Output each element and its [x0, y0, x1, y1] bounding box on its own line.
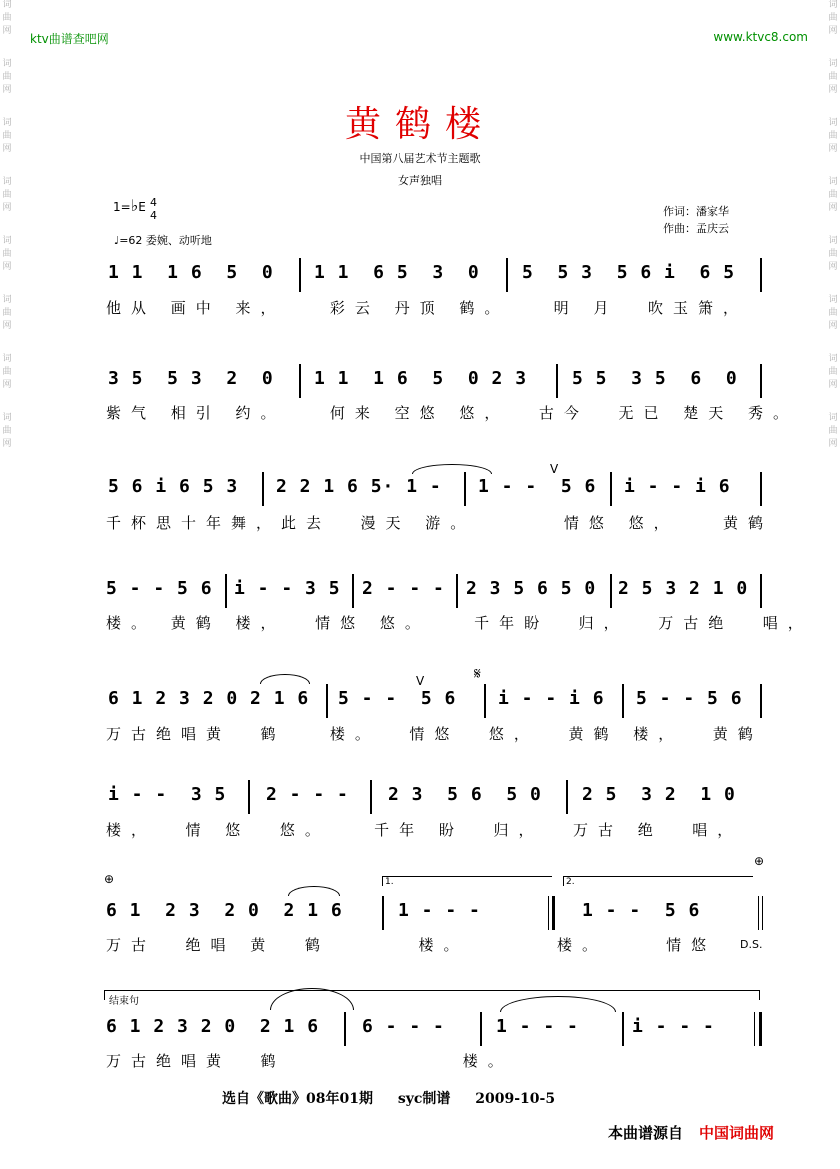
bar-line [506, 258, 508, 292]
watermark-glyph: 网 [828, 144, 838, 154]
bar-line [760, 472, 762, 506]
measure-notes: i - - - [632, 1016, 715, 1037]
source-site-link[interactable]: 中国词曲网 [699, 1124, 775, 1142]
bar-line [754, 1012, 755, 1046]
key-signature [113, 196, 146, 215]
staff-row-7 [100, 896, 770, 936]
measure-notes: i - - 3 5 [234, 578, 341, 599]
watermark-glyph: 词 [2, 413, 12, 423]
watermark-glyph: 网 [2, 203, 12, 213]
watermark-glyph: 词 [828, 295, 838, 305]
measure-notes: 1 1 6 5 3 0 [314, 262, 480, 283]
watermark-glyph: 网 [828, 26, 838, 36]
segno-icon: 𝄋 [474, 664, 481, 683]
bar-line [299, 364, 301, 398]
watermark-glyph: 曲 [2, 367, 12, 377]
measure-notes: 1 - - 5 6 [478, 476, 597, 497]
bar-line [262, 472, 264, 506]
watermark-glyph: 网 [828, 439, 838, 449]
watermark-left [0, 0, 14, 472]
watermark-glyph: 网 [2, 26, 12, 36]
measure-notes: 1 1 1 6 5 0 2 3 [314, 368, 528, 389]
watermark-glyph: 词 [828, 0, 838, 10]
final-bar-line [759, 1012, 762, 1046]
time-signature [150, 196, 157, 222]
watermark-glyph: 曲 [828, 426, 838, 436]
watermark-glyph: 网 [2, 439, 12, 449]
watermark-glyph: 网 [828, 321, 838, 331]
measure-notes: i - - i 6 [498, 688, 605, 709]
bar-line [610, 574, 612, 608]
bar-line [480, 1012, 482, 1046]
watermark-glyph: 词 [2, 236, 12, 246]
measure-notes: 2 2 1 6 5· 1 - [276, 476, 442, 497]
measure-notes: 1 1 1 6 5 0 [108, 262, 274, 283]
bar-line [556, 364, 558, 398]
lyric-line-1: 他从 画中 来， 彩云 丹顶 鹤。 明 月 吹玉箫， [106, 299, 748, 317]
watermark-glyph: 网 [2, 144, 12, 154]
watermark-glyph: 词 [828, 177, 838, 187]
second-ending-bracket: 2. [563, 876, 753, 886]
watermark-glyph: 词 [2, 0, 12, 10]
credits [663, 203, 729, 237]
measure-notes: 1 - - - [496, 1016, 579, 1037]
watermark-glyph: 曲 [2, 249, 12, 259]
lyric-line-3: 千杯思十年舞，此去 漫天 游。 情悠 悠， 黄鹤 [106, 514, 773, 532]
transcriber: syc制谱 [397, 1091, 451, 1107]
song-title: 黄鹤楼 [344, 104, 495, 145]
flat-icon: ♭ [130, 196, 139, 215]
lyric-line-4: 楼。 黄鹤 楼， 情悠 悠。 千年盼 归， 万古绝 唱， [106, 614, 813, 632]
watermark-glyph: 曲 [2, 308, 12, 318]
bar-line [760, 684, 762, 718]
measure-notes: 1 - - 5 6 [582, 900, 701, 921]
watermark-glyph: 网 [828, 203, 838, 213]
measure-notes: 5 5 3 5 6 i 6 5 [522, 262, 736, 283]
first-ending-bracket: 1. [382, 876, 552, 886]
bar-line [248, 780, 250, 814]
watermark-glyph: 词 [828, 413, 838, 423]
time-top: 4 [150, 196, 157, 209]
ds-marking: D.S. [740, 938, 763, 951]
measure-notes: 2 3 5 6 5 0 [466, 578, 597, 599]
measure-notes: 2 5 3 2 1 0 [582, 784, 736, 805]
repeat-bar-thick [552, 896, 555, 930]
bar-line [299, 258, 301, 292]
bar-line [622, 684, 624, 718]
staff-row-4 [100, 574, 770, 614]
bar-line [760, 574, 762, 608]
watermark-glyph: 曲 [828, 72, 838, 82]
lyric-line-7: 万古 绝唱 黄 鹤 楼。 楼。 情悠 [106, 936, 717, 954]
bar-line [344, 1012, 346, 1046]
measure-notes: 2 3 5 6 5 0 [388, 784, 542, 805]
watermark-glyph: 词 [2, 59, 12, 69]
watermark-glyph: 曲 [828, 131, 838, 141]
footer-info [222, 1088, 575, 1108]
source-publication: 选自《歌曲》08年01期 [222, 1091, 373, 1107]
lyric-line-6: 楼， 情 悠 悠。 千年 盼 归， 万古 绝 唱， [106, 821, 743, 839]
watermark-glyph: 网 [828, 85, 838, 95]
staff-row-6 [100, 780, 770, 820]
measure-notes: 1 - - - [398, 900, 481, 921]
composer: 作曲：孟庆云 [663, 222, 729, 235]
watermark-glyph: 曲 [2, 426, 12, 436]
measure-notes: 2 5 3 2 1 0 [618, 578, 749, 599]
watermark-glyph: 曲 [2, 13, 12, 23]
bar-line [758, 896, 759, 930]
measure-notes: 6 1 2 3 2 0 2 1 6 [106, 900, 343, 921]
bar-line [760, 258, 762, 292]
staff-row-2 [100, 364, 770, 404]
bar-line [610, 472, 612, 506]
tie-arc [412, 464, 492, 474]
measure-notes: 5 - - 5 6 [106, 578, 213, 599]
bar-line [352, 574, 354, 608]
watermark-glyph: 网 [2, 380, 12, 390]
bar-line [760, 364, 762, 398]
coda-icon: ⊕ [754, 854, 765, 868]
site-link-right[interactable]: www.ktvc8.com [713, 30, 808, 44]
tempo-marking: ♩=62 委婉、动听地 [114, 234, 212, 247]
measure-notes: 5 - - 5 6 [338, 688, 457, 709]
measure-notes: 6 1 2 3 2 0 2 1 6 [108, 688, 310, 709]
watermark-glyph: 词 [2, 177, 12, 187]
tie-arc [260, 674, 310, 684]
lyricist: 作词：潘家华 [663, 205, 729, 218]
breath-mark: V [550, 462, 559, 476]
watermark-right [826, 0, 840, 472]
watermark-glyph: 网 [2, 262, 12, 272]
measure-notes: 5 5 3 5 6 0 [572, 368, 738, 389]
measure-notes: 6 - - - [362, 1016, 445, 1037]
watermark-glyph: 曲 [2, 190, 12, 200]
measure-notes: i - - i 6 [624, 476, 731, 497]
staff-row-3 [100, 462, 770, 512]
watermark-glyph: 网 [828, 262, 838, 272]
watermark-glyph: 词 [2, 295, 12, 305]
coda-label: 结束句 [109, 996, 139, 1007]
date: 2009-10-5 [475, 1091, 556, 1107]
watermark-glyph: 词 [2, 354, 12, 364]
lyric-line-8: 万古绝唱黄 鹤 楼。 [106, 1052, 513, 1070]
bar-line [566, 780, 568, 814]
watermark-glyph: 曲 [828, 249, 838, 259]
tie-arc [288, 886, 340, 896]
watermark-glyph: 网 [2, 85, 12, 95]
watermark-glyph: 网 [2, 321, 12, 331]
breath-mark: V [416, 674, 425, 688]
watermark-glyph: 词 [828, 59, 838, 69]
measure-notes: 5 - - 5 6 [636, 688, 743, 709]
measure-notes: i - - 3 5 [108, 784, 227, 805]
watermark-glyph: 曲 [828, 367, 838, 377]
performance-type: 女声独唱 [398, 174, 442, 187]
watermark-glyph: 曲 [2, 72, 12, 82]
watermark-glyph: 词 [828, 118, 838, 128]
bar-line [326, 684, 328, 718]
source-note [608, 1122, 774, 1143]
measure-notes: 2 - - - [266, 784, 349, 805]
measure-notes: 6 1 2 3 2 0 2 1 6 [106, 1016, 320, 1037]
watermark-glyph: 网 [828, 380, 838, 390]
key-prefix: 1= [113, 200, 131, 214]
watermark-glyph: 曲 [828, 190, 838, 200]
lyric-line-5: 万古绝唱黄 鹤 楼。 情悠 悠， 黄鹤 楼， 黄鹤 [106, 725, 763, 743]
bar-line [622, 1012, 624, 1046]
measure-notes: 5 6 i 6 5 3 [108, 476, 239, 497]
bar-line [484, 684, 486, 718]
key-note: E [138, 200, 146, 214]
bar-line [225, 574, 227, 608]
measure-notes: 2 - - - [362, 578, 445, 599]
time-bottom: 4 [150, 209, 157, 222]
repeat-bar-thin [548, 896, 549, 930]
watermark-glyph: 词 [828, 354, 838, 364]
watermark-glyph: 曲 [828, 13, 838, 23]
coda-icon: ⊕ [104, 872, 115, 886]
watermark-glyph: 词 [828, 236, 838, 246]
bar-line [464, 472, 466, 506]
bar-line [370, 780, 372, 814]
watermark-glyph: 曲 [828, 308, 838, 318]
staff-row-5 [100, 664, 770, 724]
measure-notes: 3 5 5 3 2 0 [108, 368, 274, 389]
watermark-glyph: 曲 [2, 131, 12, 141]
source-label: 本曲谱源自 [608, 1124, 684, 1142]
bar-line [762, 896, 763, 930]
staff-row-8 [100, 1012, 770, 1052]
watermark-glyph: 词 [2, 118, 12, 128]
song-subtitle: 中国第八届艺术节主题歌 [359, 152, 481, 165]
bar-line [456, 574, 458, 608]
site-link-left[interactable]: ktv曲谱查吧网 [30, 32, 109, 46]
coda-section-bracket [104, 990, 760, 1007]
lyric-line-2: 紫气 相引 约。 何来 空悠 悠， 古今 无已 楚天 秀。 [106, 404, 798, 422]
staff-row-1 [100, 258, 770, 298]
bar-line [382, 896, 384, 930]
